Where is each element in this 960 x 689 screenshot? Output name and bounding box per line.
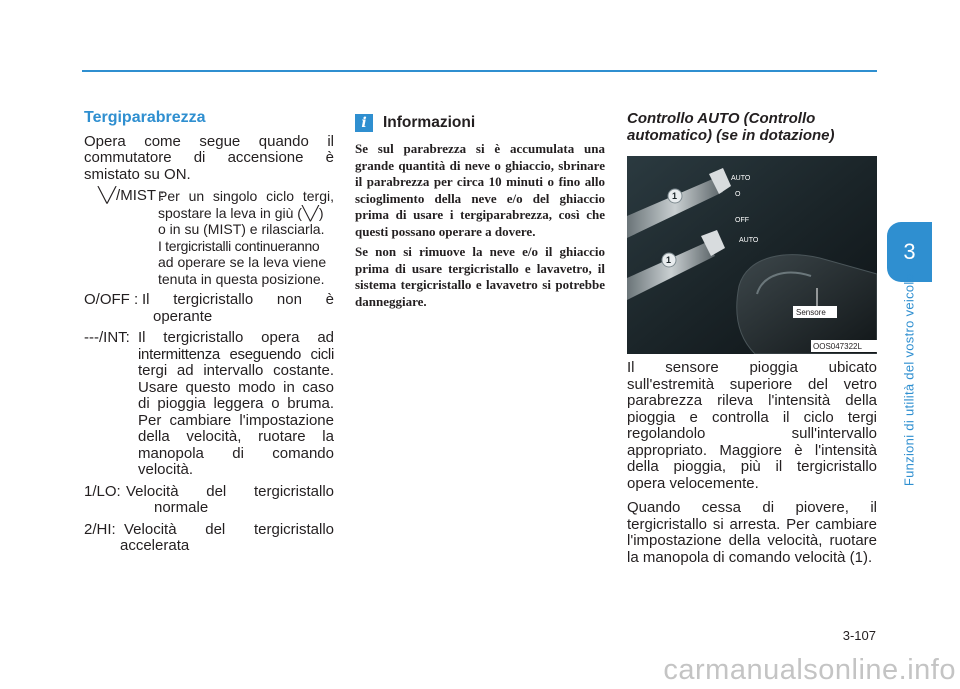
mode-mist — [84, 188, 334, 287]
section-title: Tergiparabrezza — [84, 109, 206, 126]
mode-line: o in su (MIST) e rilasciarla. — [158, 221, 325, 237]
mode-line: I tergicristalli continueranno — [158, 237, 320, 254]
info-icon: i — [355, 114, 373, 132]
mode-lo — [84, 484, 334, 517]
mode-line: Velocità del tergicristallo — [124, 520, 334, 538]
auto-paragraph: Il sensore pioggia ubicato sull'estremità superiore del vetro parabrezza rileva l'intensità della pioggia e controlla il ciclo tergi regolandolo sull'intervallo appropriato. Maggiore è l'intensità della pioggia, più il tergicristallo opera velocemente. — [627, 359, 877, 492]
mode-int — [84, 330, 334, 479]
mode-line: Per cambiare l'impostazione — [138, 411, 334, 429]
mode-line: della velocità, ruotare la — [138, 428, 334, 445]
stalk-illustration — [627, 156, 877, 354]
intro-text: Opera come segue quando il commutatore di accensione è smistato su ON. — [84, 132, 334, 183]
badge-1: 1 — [666, 255, 672, 265]
auto-section — [627, 110, 877, 144]
mode-hi — [84, 522, 334, 555]
label-auto-top: AUTO — [731, 175, 751, 182]
mode-key: 2/HI: — [84, 520, 116, 538]
mode-line: Velocità del tergicristallo — [126, 482, 334, 500]
auto-paragraph: Quando cessa di piovere, il tergicristallo si arresta. Per cambiare l'impostazione della velocità, ruotare la manopola di comando velocità (1). — [627, 499, 877, 566]
mode-line: di pioggia leggera o bruma. — [138, 395, 334, 412]
mode-key: O/OFF : — [84, 291, 139, 308]
badge-1: 1 — [672, 191, 678, 201]
figure-code: OOS047322L — [813, 342, 862, 351]
mode-line: intermittenza eseguendo cicli — [138, 345, 334, 363]
mode-line: tenuta in questa posizione. — [158, 270, 325, 287]
mode-line: accelerata — [120, 537, 190, 554]
mode-line: Il tergicristallo opera ad — [138, 329, 334, 346]
watermark: carmanualsonline.info — [663, 654, 956, 686]
mode-line: velocità. — [138, 461, 194, 478]
mode-key: ---/INT: — [84, 329, 130, 346]
wiper-stalk-figure — [627, 156, 877, 354]
chapter-number: 3 — [903, 239, 916, 264]
auto-body — [627, 360, 877, 574]
mode-line: Usare questo modo in caso — [138, 378, 334, 396]
sensor-housing — [737, 255, 877, 354]
label-auto-bottom: AUTO — [739, 237, 759, 244]
mode-line: tergi ad intervallo costante. — [138, 362, 334, 379]
label-o: O — [735, 191, 741, 198]
auto-title: Controllo AUTO (Controllo automatico) (se in dotazione) — [627, 110, 835, 144]
mode-line: Per un singolo ciclo tergi, — [158, 188, 334, 204]
label-off: OFF — [735, 217, 749, 224]
info-paragraph: Se non si rimuove la neve e/o il ghiaccio prima di usare tergicristallo e lavavetro, il sistema tergicristallo e lavavetro si potrebbe danneggiare. — [355, 244, 605, 309]
mode-line: normale — [154, 499, 209, 516]
wipers-section — [84, 110, 334, 555]
chapter-title: Funzioni di utilità del vostro veicolo — [901, 273, 917, 487]
mode-line: operante — [153, 307, 213, 325]
page-number: 3-107 — [842, 628, 876, 643]
mode-key: ╲╱/MIST : — [98, 187, 165, 204]
sensor-label: Sensore — [796, 308, 826, 317]
mode-line: ad operare se la leva viene — [158, 254, 327, 270]
top-rule — [82, 70, 877, 72]
mode-key: 1/LO: — [84, 482, 121, 500]
info-paragraph: Se sul parabrezza si è accumulata una grande quantità di neve o ghiaccio, sbrinare il parabrezza per circa 10 minuti o fino allo scioglimento della neve e/o del ghiaccio prima di usare i tergiparabrezza, così che questi possano operare a dovere. — [355, 141, 605, 239]
info-title: Informazioni — [383, 114, 476, 131]
mode-line: Il tergicristallo non è — [142, 291, 334, 308]
info-box — [355, 114, 605, 314]
mode-off — [84, 292, 334, 325]
mode-line: manopola di comando — [138, 444, 334, 462]
mode-line: spostare la leva in giù (╲╱) — [158, 204, 324, 221]
